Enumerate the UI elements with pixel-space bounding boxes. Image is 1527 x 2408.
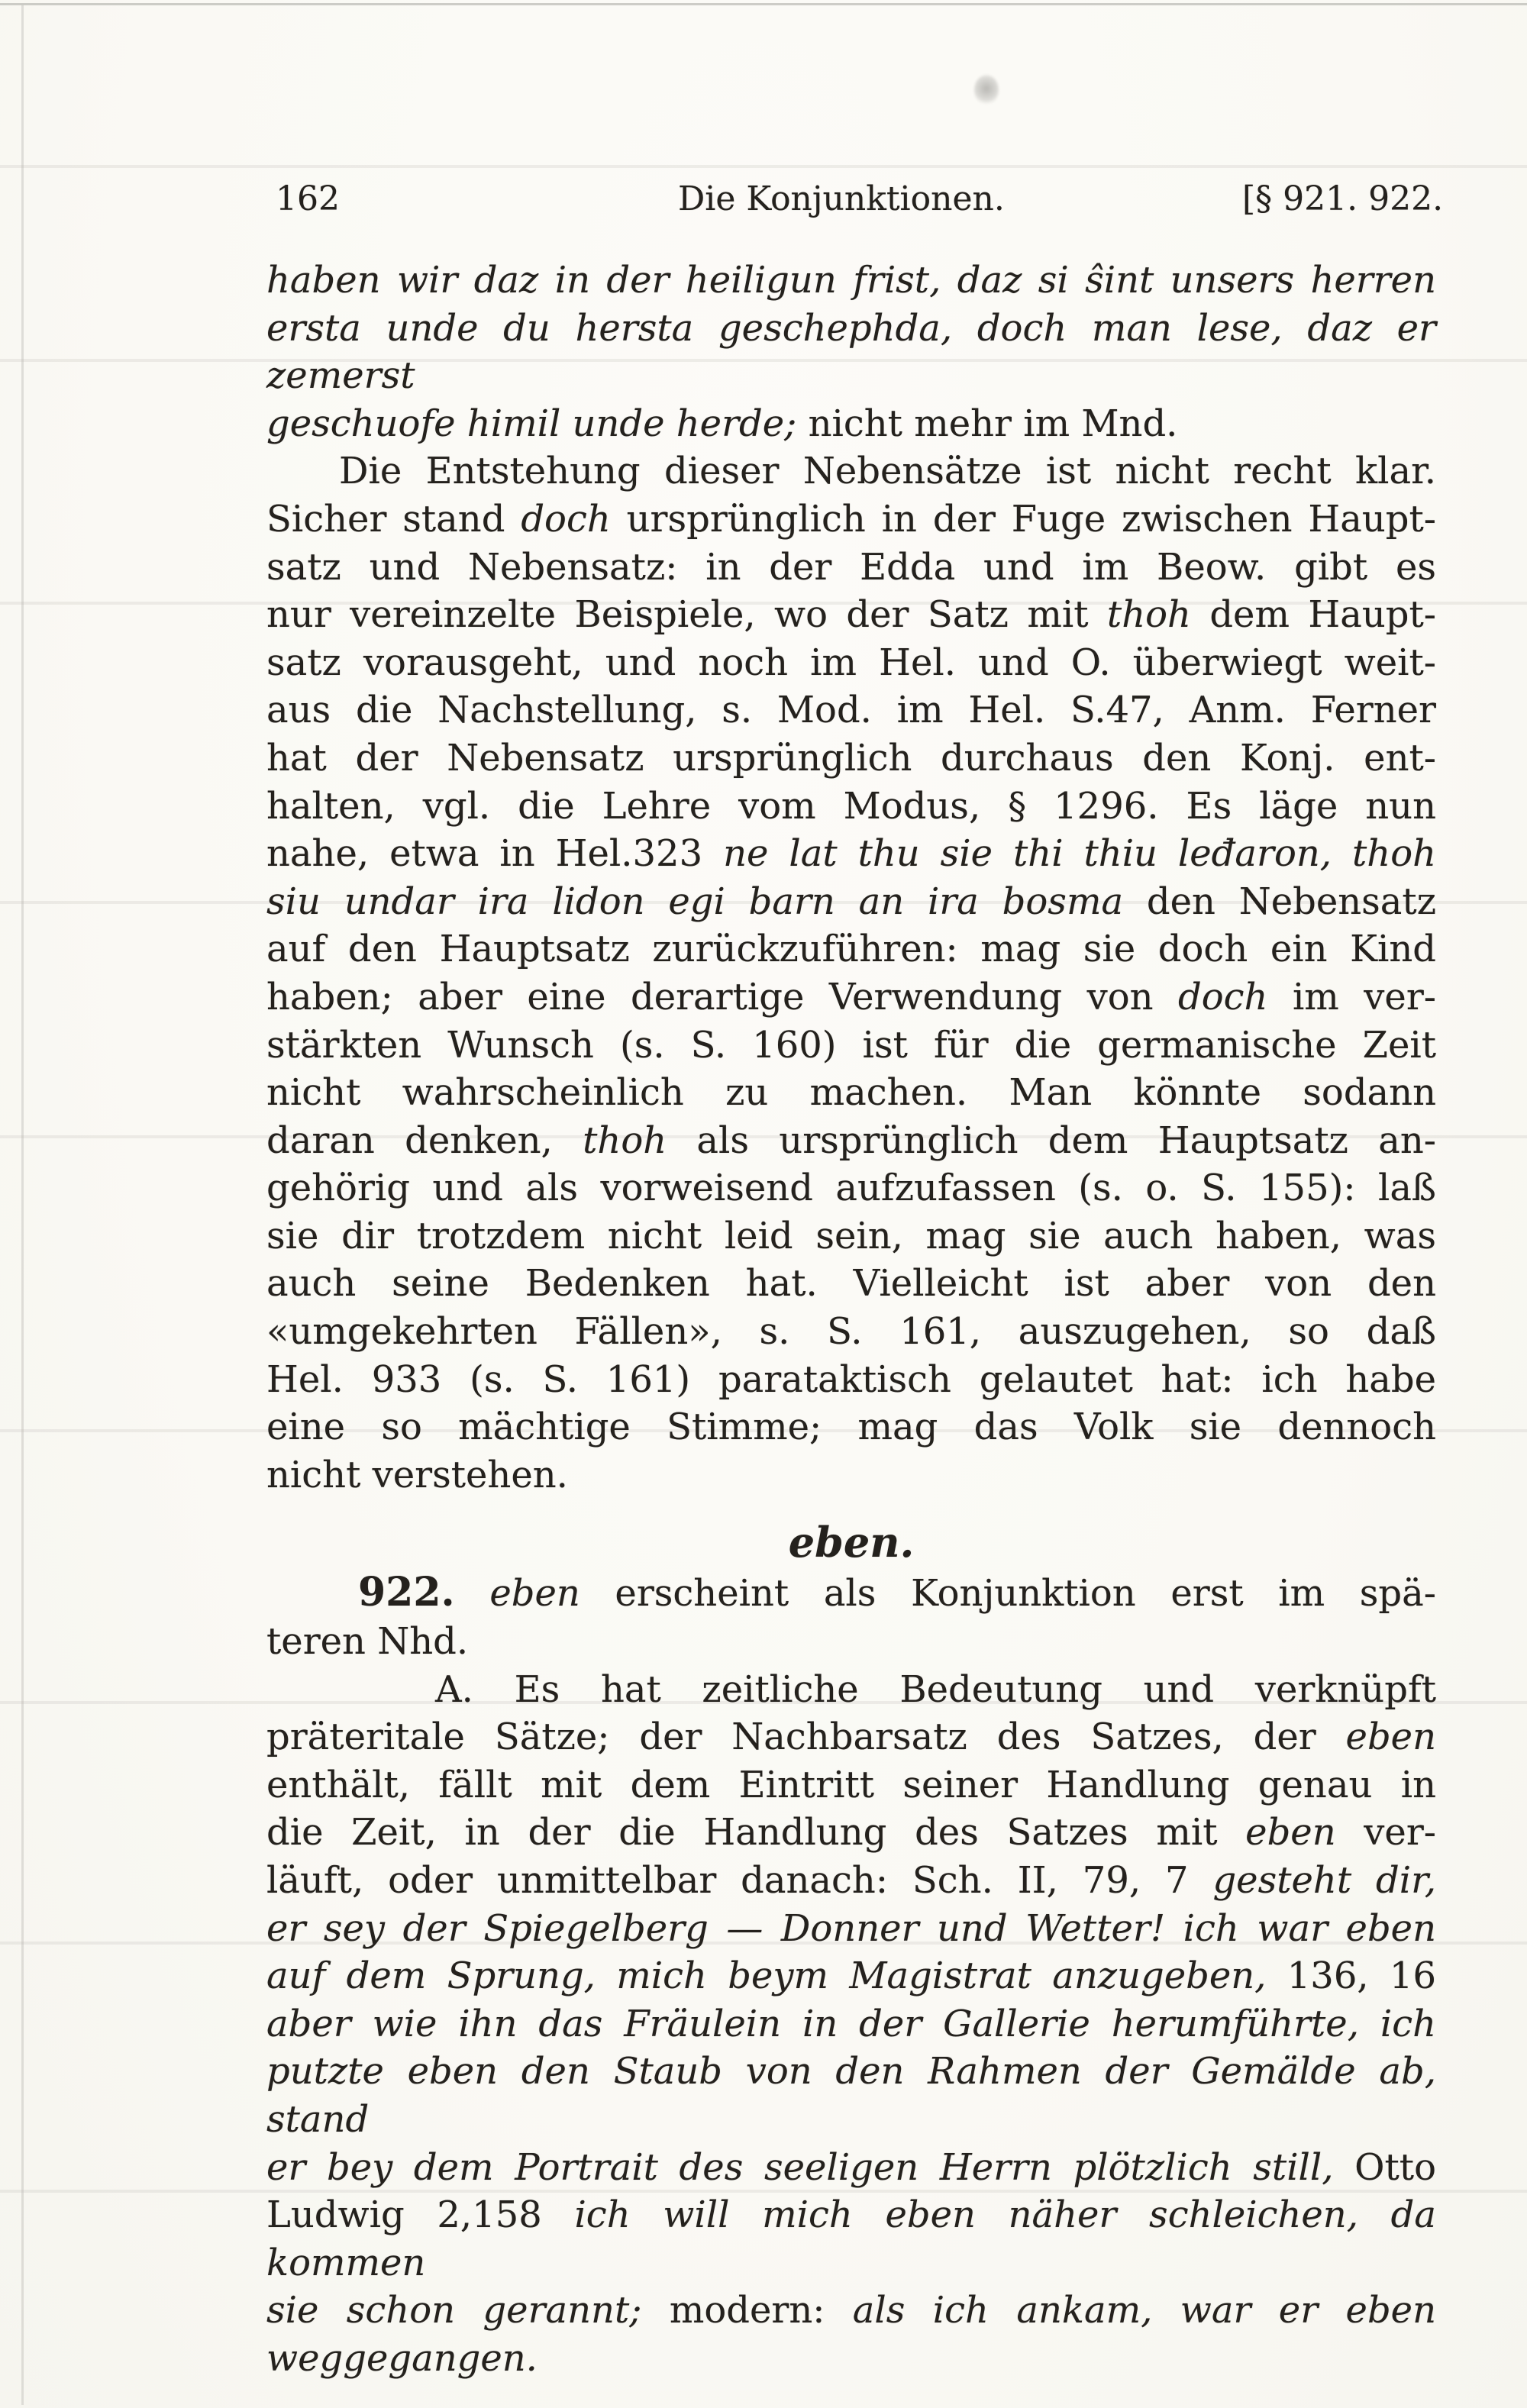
page-body xyxy=(266,257,1436,2383)
page-number: 162 xyxy=(276,179,340,218)
page-header xyxy=(0,176,1527,223)
roman-text: läuft, oder unmittelbar danach: Sch. II, 79, 7 xyxy=(266,1859,1213,1902)
roman-text: stärkten Wunsch (s. S. 160) ist für die germanische Zeit xyxy=(266,1023,1436,1067)
text-line xyxy=(266,1069,1436,1117)
italic-text: sie schon gerannt; xyxy=(266,2289,642,2332)
italic-text: aber wie ihn das Fräulein in der Gallerie herumführte, ich xyxy=(266,2002,1436,2045)
roman-text: halten, vgl. die Lehre vom Modus, § 1296. Es läge nun xyxy=(266,784,1436,828)
roman-text: daran denken, xyxy=(266,1118,583,1162)
italic-text: gesteht dir, xyxy=(1212,1859,1436,1902)
text-line xyxy=(266,1809,1436,1857)
roman-text: enthält, fällt mit dem Eintritt seiner Handlung genau in xyxy=(266,1763,1436,1806)
roman-text: ver- xyxy=(1335,1811,1436,1854)
text-line xyxy=(266,1356,1436,1404)
roman-text: haben; aber eine derartige Verwendung von xyxy=(266,975,1179,1018)
text-line xyxy=(266,2048,1436,2143)
smudge-mark xyxy=(974,75,999,105)
text-line xyxy=(266,257,1436,305)
roman-text: nicht wahrscheinlich zu machen. Man könnte sodann xyxy=(266,1071,1436,1115)
roman-text: auf den Hauptsatz zurückzuführen: mag sie doch ein Kind xyxy=(266,928,1436,971)
text-line xyxy=(266,1618,1436,1666)
roman-text: satz vorausgeht, und noch im Hel. und O. überwiegt weit- xyxy=(266,641,1436,684)
roman-text: Hel. 933 (s. S. 161) parataktisch gelautet hat: ich habe xyxy=(266,1357,1436,1401)
roman-text: die Zeit, in der die Handlung des Satzes mit xyxy=(266,1811,1246,1854)
roman-text: im ver- xyxy=(1267,975,1436,1018)
italic-text: er sey der Spiegelberg — Donner und Wetter! ich war eben xyxy=(266,1906,1436,1950)
italic-text: thoh xyxy=(583,1118,667,1162)
text-line xyxy=(266,495,1436,544)
italic-text: auf dem Sprung, mich beym Magistrat anzugeben, xyxy=(266,1954,1267,1998)
italic-text: er bey dem Portrait des seeligen Herrn plötzlich still, xyxy=(266,2145,1334,2189)
text-line xyxy=(266,1713,1436,1761)
section-heading-eben: eben. xyxy=(788,1518,915,1567)
roman-text: nahe, etwa in Hel.323 xyxy=(266,832,724,876)
text-line xyxy=(266,447,1436,495)
roman-text: Ludwig 2,158 xyxy=(266,2193,575,2237)
roman-text: Sicher stand xyxy=(266,497,521,541)
italic-text: thoh xyxy=(1106,593,1191,637)
text-line xyxy=(266,1761,1436,1809)
italic-text: doch xyxy=(1178,975,1268,1018)
italic-text: ersta unde du hersta geschephda, doch man lese, daz er zemerst xyxy=(266,306,1436,398)
text-line xyxy=(266,973,1436,1022)
scan-streak xyxy=(0,165,1527,168)
roman-text: modern: xyxy=(641,2289,853,2332)
running-title: Die Konjunktionen. xyxy=(678,179,1005,218)
paragraphs-section-921 xyxy=(266,257,1436,1499)
roman-text: Otto xyxy=(1333,2145,1436,2189)
text-line xyxy=(266,305,1436,400)
text-line xyxy=(266,639,1436,687)
text-line xyxy=(266,734,1436,783)
text-line xyxy=(266,1905,1436,1953)
italic-text: eben xyxy=(1245,1811,1336,1854)
italic-text: ich will mich eben näher schleichen, da kommen xyxy=(266,2193,1436,2284)
roman-text: erscheint als Konjunktion erst im spä- xyxy=(579,1572,1436,1616)
roman-text: eine so mächtige Stimme; mag das Volk sie dennoch xyxy=(266,1406,1436,1449)
roman-text: «umgekehrten Fällen», s. S. 161, auszugehen, so daß xyxy=(266,1310,1436,1354)
roman-text: satz und Nebensatz: in der Edda und im Beow. gibt es xyxy=(266,545,1436,589)
text-line xyxy=(266,2000,1436,2048)
roman-text: A. Es hat zeitliche Bedeutung und verknüpft xyxy=(435,1667,1436,1711)
roman-text: sie dir trotzdem nicht leid sein, mag sie auch haben, was xyxy=(266,1214,1436,1257)
text-line xyxy=(266,1022,1436,1070)
text-line xyxy=(266,686,1436,734)
roman-text xyxy=(455,1572,490,1615)
italic-text: als ich ankam, war er eben xyxy=(852,2289,1436,2332)
italic-text: siu undar ira lidon egi barn an ira bosma xyxy=(266,880,1124,923)
italic-text: putzte eben den Staub von den Rahmen der Gemälde ab, stand xyxy=(266,2050,1436,2141)
text-line xyxy=(266,1260,1436,1308)
text-line xyxy=(266,1857,1436,1905)
text-line xyxy=(266,1952,1436,2000)
roman-text: ursprünglich in der Fuge zwischen Haupt- xyxy=(610,497,1436,541)
roman-text: präteritale Sätze; der Nachbarsatz des Satzes, der xyxy=(266,1716,1346,1759)
italic-text: haben wir daz in der heiligun frist, daz si ŝint unsers herren xyxy=(266,259,1436,302)
text-line xyxy=(266,1451,1436,1499)
roman-text: hat der Nebensatz ursprünglich durchaus den Konj. ent- xyxy=(266,736,1436,780)
italic-text: geschuofe himil unde herde; xyxy=(266,402,797,445)
roman-text: auch seine Bedenken hat. Vielleicht ist aber von den xyxy=(266,1262,1436,1306)
roman-text: als ursprünglich dem Hauptsatz an- xyxy=(667,1118,1437,1162)
text-line xyxy=(266,2144,1436,2192)
text-line xyxy=(266,1212,1436,1260)
roman-text: nur vereinzelte Beispiele, wo der Satz mit xyxy=(266,593,1107,637)
roman-text: nicht verstehen. xyxy=(266,1453,568,1496)
text-line xyxy=(266,783,1436,831)
roman-text: dem Haupt- xyxy=(1190,593,1436,637)
roman-text: gehörig und als vorweisend aufzufassen (s. o. S. 155): laß xyxy=(266,1167,1436,1210)
italic-text: eben xyxy=(489,1572,580,1616)
text-line xyxy=(266,2191,1436,2287)
scan-edge-top xyxy=(0,3,1527,5)
text-line xyxy=(266,1117,1436,1165)
italic-text: doch xyxy=(521,497,611,541)
text-line xyxy=(266,1403,1436,1451)
text-line xyxy=(266,591,1436,639)
text-line xyxy=(266,400,1436,448)
roman-text: Die Entstehung dieser Nebensätze ist nicht recht klar. xyxy=(339,450,1436,493)
text-line xyxy=(266,1569,1436,1618)
scan-edge-left xyxy=(21,5,24,2405)
text-line xyxy=(266,1164,1436,1212)
italic-text: eben xyxy=(1345,1716,1436,1759)
roman-text: teren Nhd. xyxy=(266,1620,469,1664)
roman-text: aus die Nachstellung, s. Mod. im Hel. S.47, Anm. Ferner xyxy=(266,689,1436,732)
bold-text: 922. xyxy=(358,1569,455,1616)
text-line xyxy=(266,925,1436,973)
text-line xyxy=(266,544,1436,592)
text-line xyxy=(266,1666,1436,1714)
text-line xyxy=(266,830,1436,878)
paragraphs-section-922 xyxy=(266,1569,1436,2382)
italic-text: ne lat thu sie thi thiu leđaron, thoh xyxy=(723,832,1437,876)
roman-text: nicht mehr im Mnd. xyxy=(796,402,1178,445)
text-line xyxy=(266,1308,1436,1356)
text-line xyxy=(266,878,1436,926)
text-line xyxy=(266,2287,1436,2335)
text-line xyxy=(266,2335,1436,2383)
section-reference: [§ 921. 922. xyxy=(1242,179,1444,218)
roman-text: 136, 16 xyxy=(1266,1954,1437,1998)
italic-text: weggegangen. xyxy=(266,2336,538,2380)
roman-text: den Nebensatz xyxy=(1123,880,1436,923)
